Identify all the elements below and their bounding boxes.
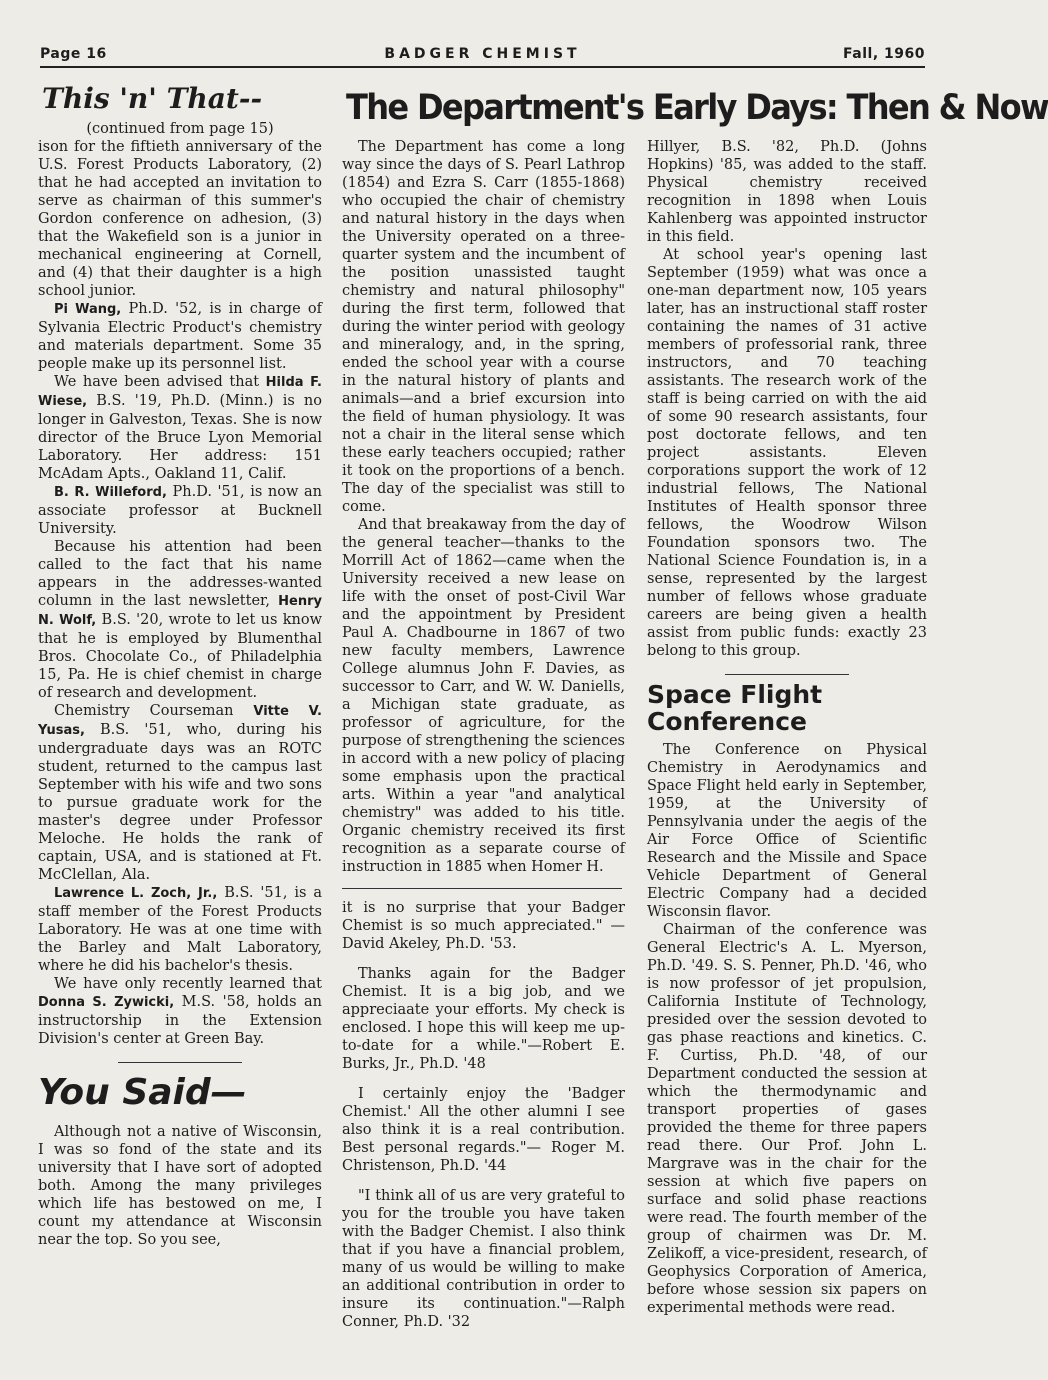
letter-paragraph: it is no surprise that your Badger Chemist is so much appreciated." —David Akeley, Ph.D. '53. bbox=[342, 900, 625, 952]
article-paragraph: Hillyer, B.S. '82, Ph.D. (Johns Hopkins) '85, was added to the staff. Physical chemistry received recognition in 1898 when Louis Kahlenberg was appointed instructor in this field. bbox=[647, 139, 927, 245]
space-flight-title: Space Flight Conference bbox=[647, 680, 823, 736]
letter-paragraph: "I think all of us are very grateful to you for the trouble you have taken with the Badger Chemist. I also think that if you have a financial problem, many of us would be willing to make an additional contribution in order to insure its continuation."—Ralph Conner, Ph.D. '32 bbox=[342, 1188, 625, 1330]
section-divider bbox=[118, 1062, 242, 1063]
person-name: Pi Wang, bbox=[54, 302, 122, 317]
article-paragraph: And that breakaway from the day of the general teacher—thanks to the Morrill Act of 1862—came when the University received a new lease on life with the onset of post-Civil War and the appointment by President Paul A. Chadbourne in 1867 of two new faculty members, Lawrence College alumnus John F. Davies, as successor to Carr, and W. W. Daniells, a Michigan state graduate, as professor of agriculture, for the purpose of strengthening the sciences in accord with a new policy of placing some emphasis upon the practical arts. Within a year "and analytical chemistry" was added to his title. Organic chemistry received its first recognition as a separate course of instruction in 1885 when Homer H. bbox=[342, 517, 625, 875]
person-name: B. R. Willeford, bbox=[54, 485, 167, 500]
page-header bbox=[40, 44, 925, 68]
letter-paragraph: I certainly enjoy the 'Badger Chemist.' All the other alumni I see also think it is a real contribution. Best personal regards."— Roger M. Christenson, Ph.D. '44 bbox=[342, 1086, 625, 1174]
person-name: Donna S. Zywicki, bbox=[38, 995, 175, 1010]
publication-name: BADGER CHEMIST bbox=[384, 46, 581, 62]
column-2 bbox=[342, 138, 625, 1331]
person-name: Henry N. Wolf, bbox=[38, 594, 322, 628]
article-paragraph: At school year's opening last September (1959) what was once a one-man department now, 105 years later, has an instructional staff roster containing the names of 31 active members of professorial rank, three instructors, and 70 teaching assistants. The research work of the staff is being carried on with the aid of some 90 research assistants, four post doctorate fellows, and ten project assistants. Eleven corporations support the work of 12 industrial fellows, The National Institutes of Health sponsor three fellows, the Woodrow Wilson Foundation sponsors two. The National Science Foundation is, in a sense, represented by the largest number of fellows whose graduate careers are being given a health assist from public funds: exactly 23 belong to this group. bbox=[647, 247, 927, 659]
you-said-title: You Said— bbox=[38, 1072, 247, 1113]
article-paragraph: B. R. Willeford, Ph.D. '51, is now an associate professor at Bucknell University. bbox=[38, 484, 323, 537]
article-paragraph: The Department has come a long way since the days of S. Pearl Lathrop (1854) and Ezra S. Carr (1855-1868) who occupied the chair of chemistry and natural history in the days when the University operated on a three-quarter system and the incumbent of the position unassisted taught chemistry and natural philosophy" during the first term, followed that during the winter period with geology and mineralogy, and, in the spring, ended the school year with a course in the natural history of plants and animals—and a brief excursion into the field of human physiology. It was not a chair in the literal sense which these early teachers occupied; rather it took on the proportions of a bench. The day of the specialist was still to come. bbox=[342, 139, 625, 515]
letter-paragraph: Thanks again for the Badger Chemist. It is a big job, and we appreciaate your efforts. My check is enclosed. I hope this will keep me up-to-date for a while."—Robert E. Burks, Jr., Ph.D. '48 bbox=[342, 966, 625, 1072]
section-divider bbox=[725, 674, 849, 675]
article-paragraph: Pi Wang, Ph.D. '52, is in charge of Sylvania Electric Product's chemistry and materials department. Some 35 people make up its personnel list. bbox=[38, 301, 322, 372]
page-number: Page 16 bbox=[40, 46, 107, 62]
article-paragraph: The Conference on Physical Chemistry in Aerodynamics and Space Flight held early in September, 1959, at the University of Pennsylvania under the aegis of the Air Force Office of Scientific Research and the Missile and Space Vehicle Department of General Electric Company had a decided Wisconsin flavor. bbox=[647, 742, 927, 920]
column-3 bbox=[647, 138, 927, 1317]
this-n-that-title: This 'n' That-- bbox=[42, 82, 263, 115]
article-paragraph: Chairman of the conference was General Electric's A. L. Myerson, Ph.D. '49. S. S. Penner, Ph.D. '46, who is now professor of jet propulsion, California Institute of Technology, presided over the session devoted to gas phase reactions and kinetics. C. F. Curtiss, Ph.D. '48, of our Department conducted the session at which the thermodynamic and transport properties of gases provided the theme for three papers read there. Our Prof. John L. Margrave was in the chair for the session at which five papers on surface and solid phase reactions were read. The fourth member of the group of chairmen was Dr. M. Zelikoff, a vice-president, research, of Geophysics Corporation of America, before whose session six papers on experimental methods were read. bbox=[647, 922, 927, 1316]
article-paragraph: Lawrence L. Zoch, Jr., B.S. '51, is a staff member of the Forest Products Laboratory. He was at one time with the Barley and Malt Laboratory, where he did his bachelor's thesis. bbox=[38, 885, 323, 974]
article-paragraph: Because his attention had been called to the fact that his name appears in the addresses-wanted column in the last newsletter, Henry N. Wolf, B.S. '20, wrote to let us know that he is employed by Blumenthal Bros. Chocolate Co., of Philadelphia 15, Pa. He is chief chemist in charge of research and development. bbox=[38, 539, 322, 701]
section-divider bbox=[342, 888, 622, 889]
person-name: Hilda F. Wiese, bbox=[38, 375, 322, 409]
article-paragraph: We have been advised that Hilda F. Wiese, B.S. '19, Ph.D. (Minn.) is no longer in Galveston, Texas. She is now director of the Bruce Lyon Memorial Laboratory. Her address: 151 McAdam Apts., Oakland 11, Calif. bbox=[38, 374, 322, 482]
issue-date: Fall, 1960 bbox=[843, 46, 925, 62]
article-paragraph: We have only recently learned that Donna S. Zywicki, M.S. '58, holds an instructorship in the Extension Division's center at Green Bay. bbox=[38, 976, 322, 1047]
article-paragraph: ison for the fiftieth anniversary of the U.S. Forest Products Laboratory, (2) that he had accepted an invitation to serve as chairman of this summer's Gordon conference on adhesion, (3) that the Wakefield son is a junior in mechanical engineering at Cornell, and (4) that their daughter is a high school junior. bbox=[38, 139, 322, 299]
article-paragraph: Chemistry Courseman Vitte V. Yusas, B.S. '51, who, during his undergraduate days was an ROTC student, returned to the campus last September with his wife and two sons to pursue graduate work for the master's degree under Professor Meloche. He holds the rank of captain, USA, and is stationed at Ft. McClellan, Ala. bbox=[38, 703, 322, 883]
column-1 bbox=[38, 82, 322, 1249]
person-name: Vitte V. Yusas, bbox=[38, 704, 322, 738]
early-days-headline: The Department's Early Days: Then & Now bbox=[346, 88, 1048, 128]
continued-note: (continued from page 15) bbox=[86, 121, 274, 137]
person-name: Lawrence L. Zoch, Jr., bbox=[54, 886, 218, 901]
letter-paragraph: Although not a native of Wisconsin, I was so fond of the state and its university that I have sort of adopted both. Among the many privileges which life has bestowed on me, I count my attendance at Wisconsin near the top. So you see, bbox=[38, 1124, 322, 1248]
